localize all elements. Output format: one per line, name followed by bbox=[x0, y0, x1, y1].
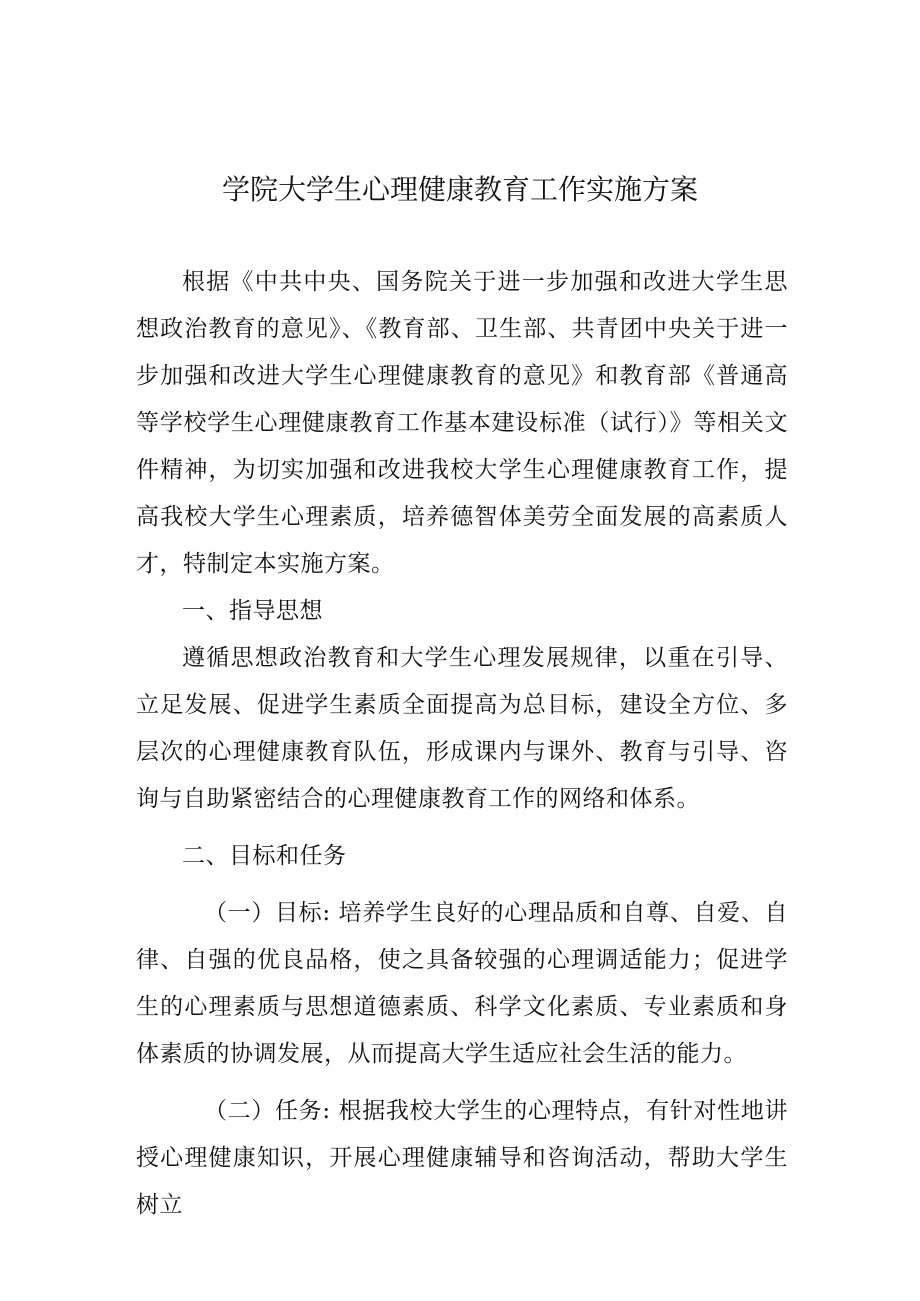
spacer bbox=[136, 880, 788, 890]
guiding-thought-paragraph: 遵循思想政治教育和大学生心理发展规律，以重在引导、立足发展、促进学生素质全面提高为总目标，建设全方位、多层次的心理健康教育队伍，形成课内与课外、教育与引导、咨询与自助紧密结合的心理健康教育工作的网络和体系。 bbox=[136, 645, 788, 812]
intro-paragraph: 根据《中共中央、国务院关于进一步加强和改进大学生思想政治教育的意见》、《教育部、卫生部、共青团中央关于进一步加强和改进大学生心理健康教育的意见》和教育部《普通高等学校学生心理健康教育工作基本建设标准（试行）》等相关文件精神，为切实加强和改进我校大学生心理健康教育工作，提高我校大学生心理素质，培养德智体美劳全面发展的高素质人才，特制定本实施方案。 bbox=[136, 269, 788, 577]
goal-paragraph: （一）目标: 培养学生良好的心理品质和自尊、自爱、自律、自强的优良品格，使之具备较强的心理调适能力；促进学生的心理素质与思想道德素质、科学文化素质、专业素质和身体素质的协调发展，从而提高大学生适应社会生活的能力。 bbox=[136, 900, 788, 1067]
section-heading-goals-and-tasks: 二、目标和任务 bbox=[182, 843, 347, 869]
document-body bbox=[136, 259, 788, 1229]
section-heading-guiding-thought: 一、指导思想 bbox=[182, 598, 323, 624]
document-title: 学院大学生心理健康教育工作实施方案 bbox=[221, 173, 698, 206]
task-paragraph: （二）任务: 根据我校大学生的心理特点，有针对性地讲授心理健康知识，开展心理健康辅导和咨询活动，帮助大学生树立 bbox=[136, 1098, 788, 1218]
spacer bbox=[136, 823, 788, 833]
spacer bbox=[136, 1078, 788, 1088]
